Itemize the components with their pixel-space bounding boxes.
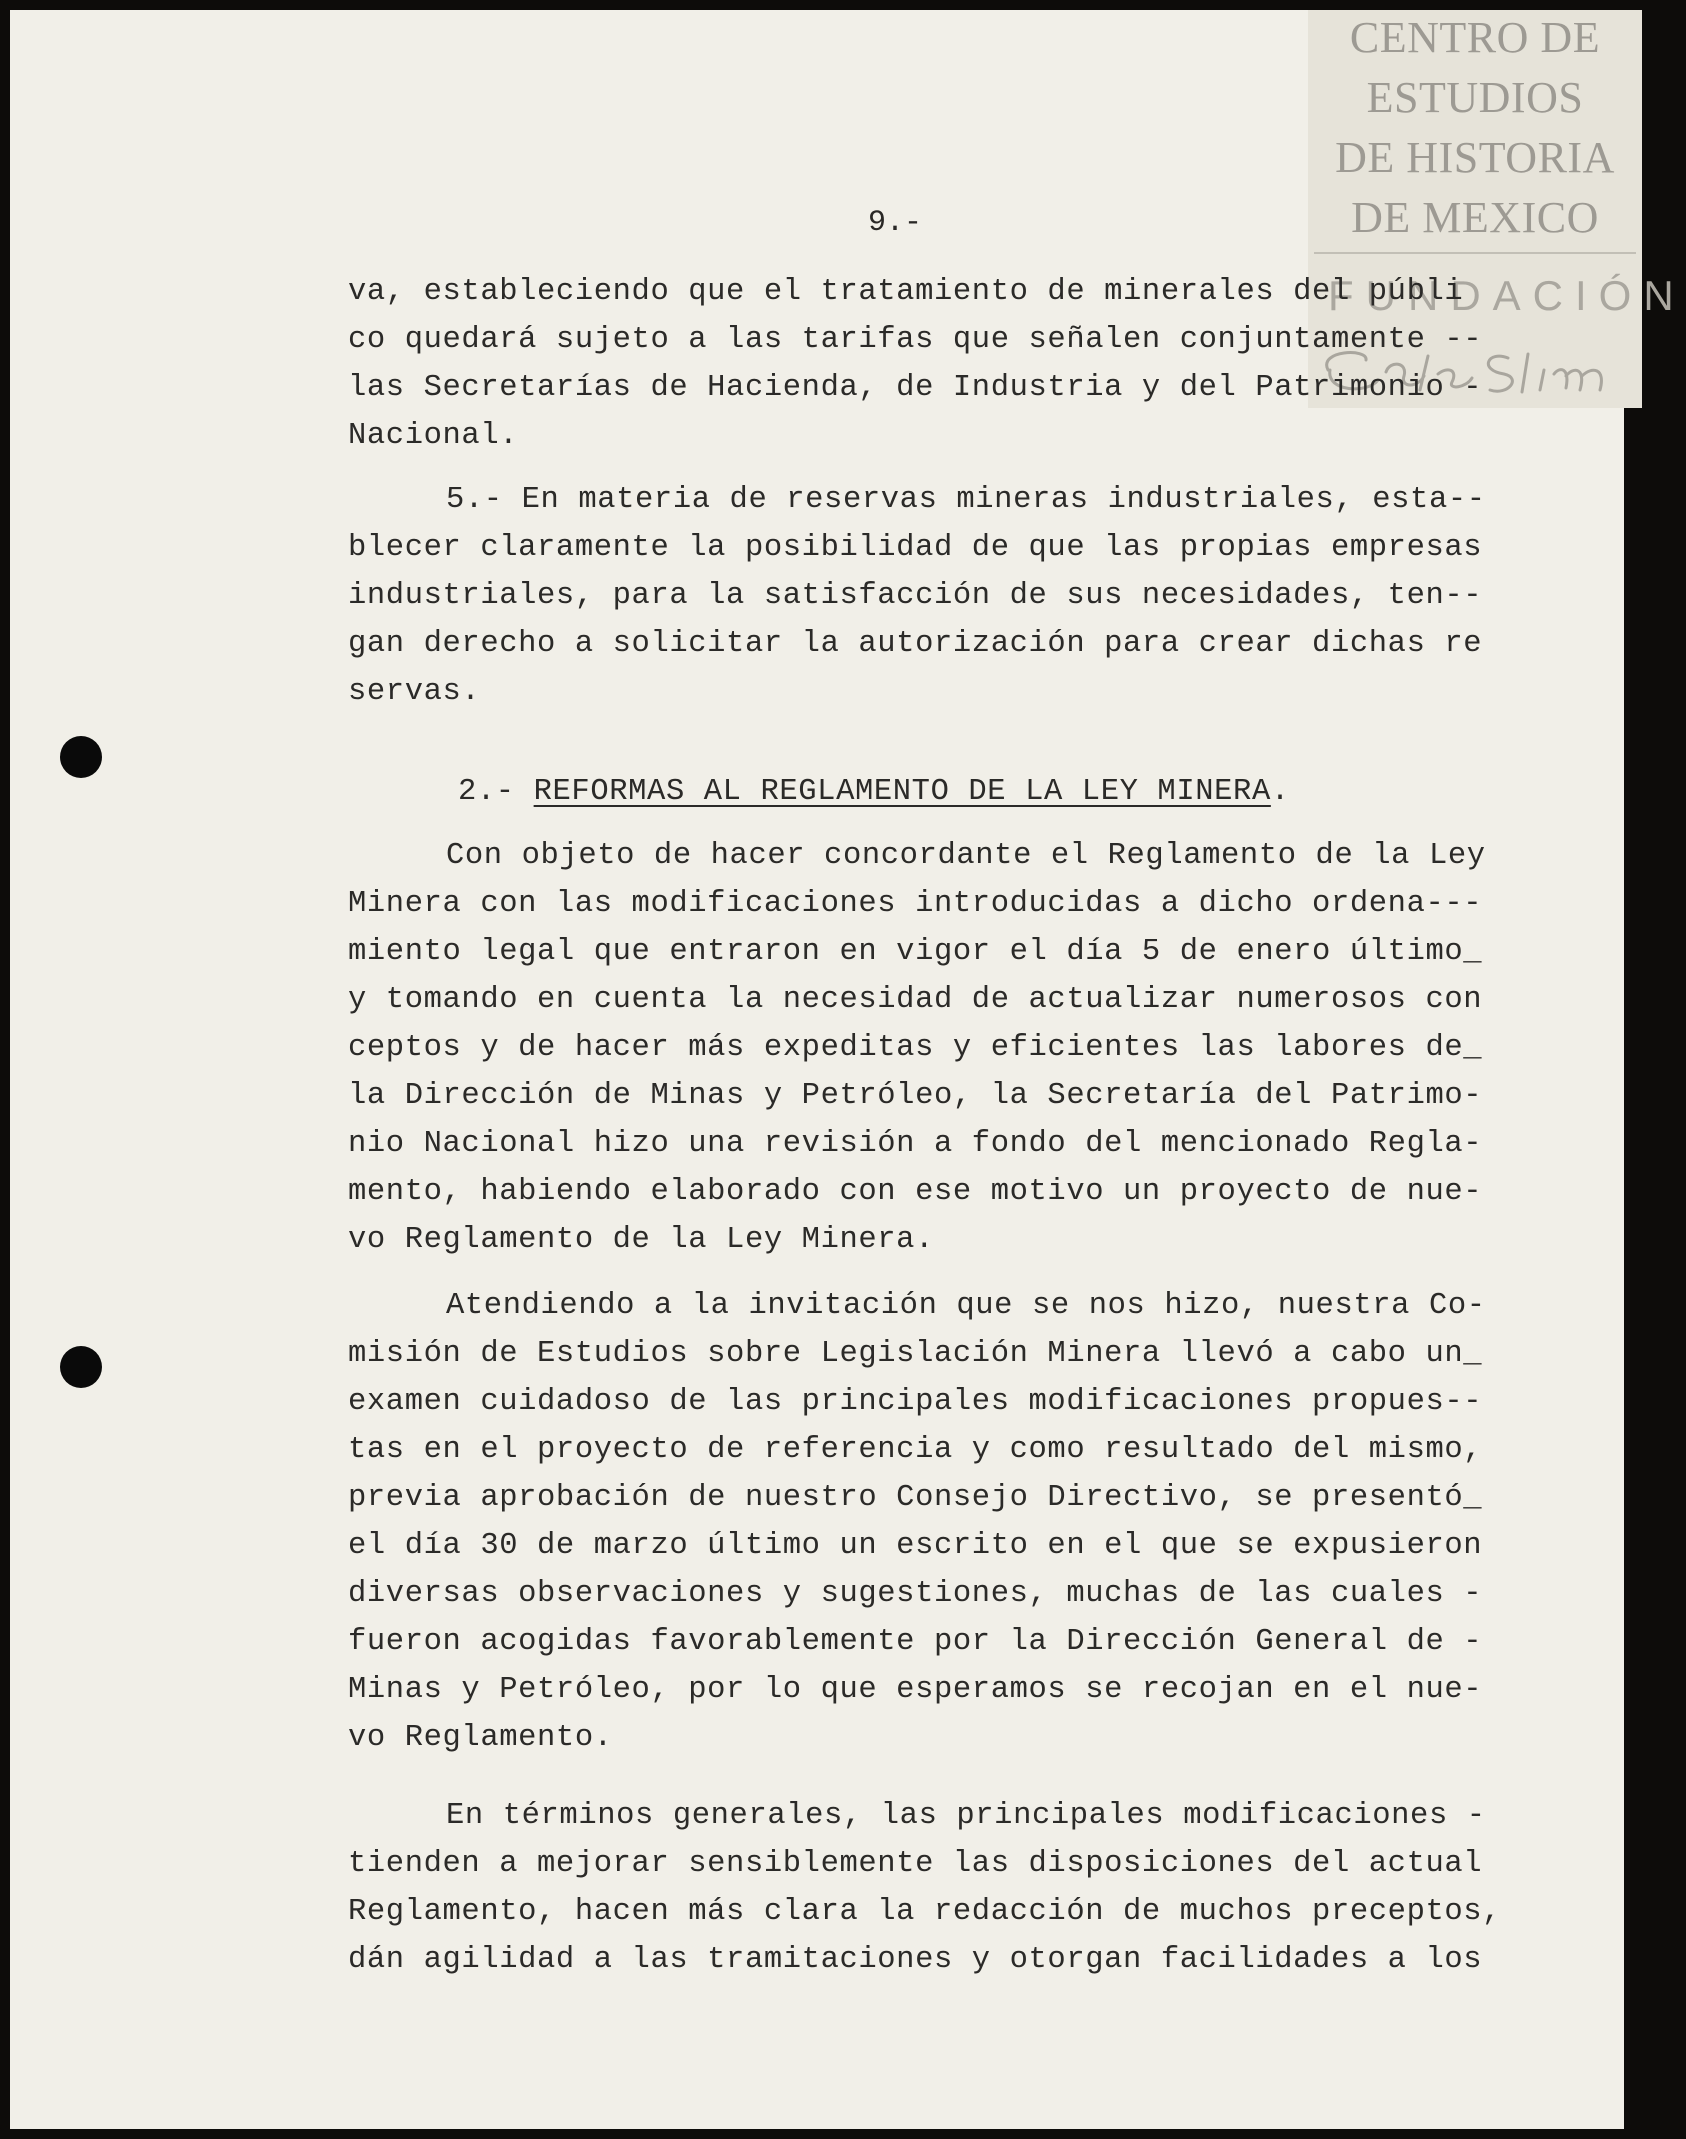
text-line: fueron acogidas favorablemente por la Dirección General de - bbox=[348, 1625, 1483, 1659]
section-heading-number: 2.- bbox=[458, 775, 534, 809]
text-line: Minera con las modificaciones introducidas a dicho ordena--- bbox=[348, 887, 1483, 921]
text-line: el día 30 de marzo último un escrito en el que se expusieron bbox=[348, 1529, 1483, 1563]
text-line: mento, habiendo elaborado con ese motivo un proyecto de nue- bbox=[348, 1175, 1483, 1209]
section-heading bbox=[458, 772, 1290, 812]
text-line: dán agilidad a las tramitaciones y otorgan facilidades a los bbox=[348, 1943, 1483, 1977]
text-line: En términos generales, las principales modificaciones - bbox=[446, 1799, 1486, 1833]
stamp-line: DE HISTORIA bbox=[1335, 133, 1615, 182]
text-line: examen cuidadoso de las principales modificaciones propues-- bbox=[348, 1385, 1483, 1419]
text-line: previa aprobación de nuestro Consejo Directivo, se presentó_ bbox=[348, 1481, 1483, 1515]
text-line: Atendiendo a la invitación que se nos hizo, nuestra Co- bbox=[446, 1289, 1486, 1323]
text-line: ceptos y de hacer más expeditas y eficientes las labores de_ bbox=[348, 1031, 1483, 1065]
text-line: gan derecho a solicitar la autorización para crear dichas re bbox=[348, 627, 1483, 661]
text-line: miento legal que entraron en vigor el día 5 de enero último_ bbox=[348, 935, 1483, 969]
stamp-fundacion-text: FUNDACIÓN bbox=[1328, 272, 1686, 319]
text-line: industriales, para la satisfacción de sus necesidades, ten-- bbox=[348, 579, 1483, 613]
text-line: nio Nacional hizo una revisión a fondo del mencionado Regla- bbox=[348, 1127, 1483, 1161]
text-line: las Secretarías de Hacienda, de Industria y del Patrimonio - bbox=[348, 371, 1483, 405]
text-line: y tomando en cuenta la necesidad de actualizar numerosos con bbox=[348, 983, 1483, 1017]
text-line: diversas observaciones y sugestiones, muchas de las cuales - bbox=[348, 1577, 1483, 1611]
stamp-divider bbox=[1314, 252, 1636, 254]
text-line: Nacional. bbox=[348, 419, 519, 453]
text-line: blecer claramente la posibilidad de que las propias empresas bbox=[348, 531, 1483, 565]
text-line: la Dirección de Minas y Petróleo, la Secretaría del Patrimo- bbox=[348, 1079, 1483, 1113]
punch-hole bbox=[60, 736, 102, 778]
text-line: misión de Estudios sobre Legislación Minera llevó a cabo un_ bbox=[348, 1337, 1483, 1371]
stamp-line: ESTUDIOS bbox=[1366, 73, 1584, 122]
text-line: tienden a mejorar sensiblemente las disposiciones del actual bbox=[348, 1847, 1483, 1881]
text-line: vo Reglamento. bbox=[348, 1721, 613, 1755]
text-line: va, estableciendo que el tratamiento de minerales del públi bbox=[348, 275, 1464, 309]
stamp-line: DE MEXICO bbox=[1351, 193, 1599, 242]
punch-hole bbox=[60, 1346, 102, 1388]
text-line: co quedará sujeto a las tarifas que señalen conjuntamente -- bbox=[348, 323, 1483, 357]
text-line: 5.- En materia de reservas mineras industriales, esta-- bbox=[446, 483, 1486, 517]
section-heading-title: REFORMAS AL REGLAMENTO DE LA LEY MINERA bbox=[533, 775, 1271, 809]
stamp-line: CENTRO DE bbox=[1349, 13, 1601, 62]
text-line: Con objeto de hacer concordante el Reglamento de la Ley bbox=[446, 839, 1486, 873]
text-line: tas en el proyecto de referencia y como resultado del mismo, bbox=[348, 1433, 1483, 1467]
section-heading-period: . bbox=[1270, 775, 1290, 809]
text-line: vo Reglamento de la Ley Minera. bbox=[348, 1223, 934, 1257]
text-line: Minas y Petróleo, por lo que esperamos se recojan en el nue- bbox=[348, 1673, 1483, 1707]
text-line: Reglamento, hacen más clara la redacción de muchos preceptos, bbox=[348, 1895, 1502, 1929]
text-line: servas. bbox=[348, 675, 481, 709]
page-number: 9.- bbox=[868, 206, 923, 240]
document-page bbox=[10, 10, 1686, 2129]
